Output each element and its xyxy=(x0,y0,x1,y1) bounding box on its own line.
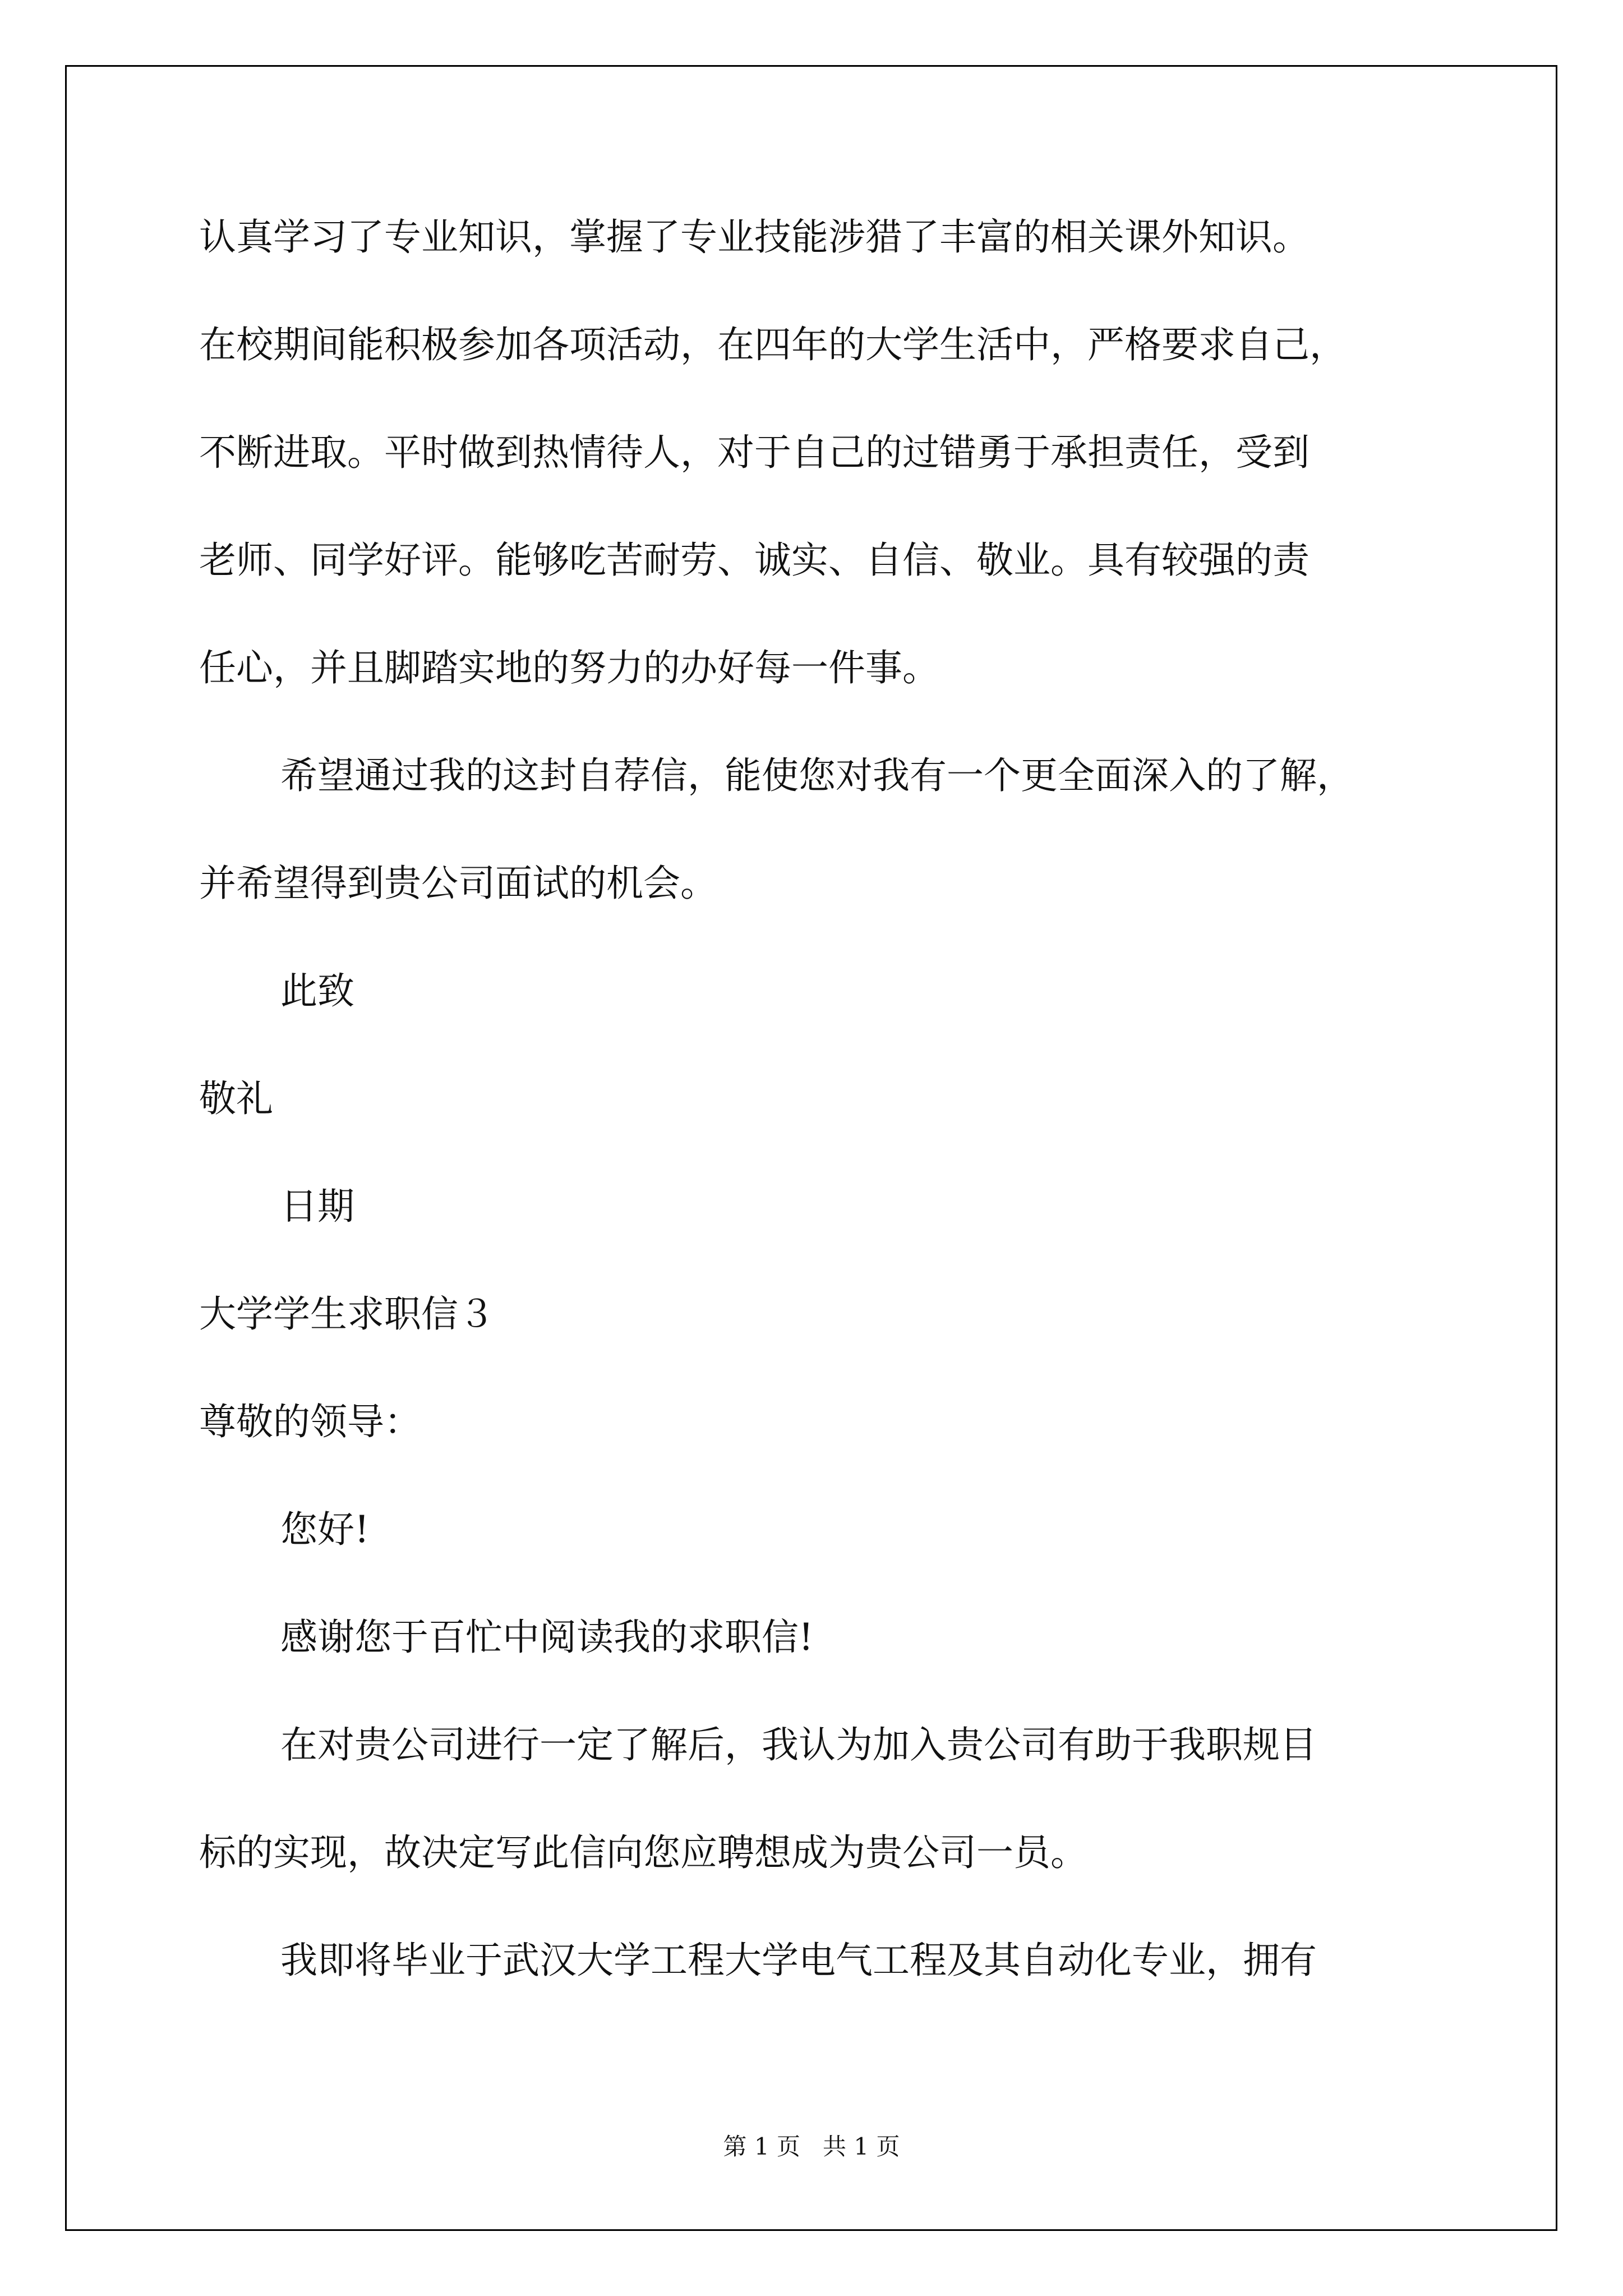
text-line: 在校期间能积极参加各项活动，在四年的大学生活中，严格要求自己， xyxy=(199,323,1347,366)
text-line: 任心，并且脚踏实地的努力的办好每一件事。 xyxy=(199,646,939,689)
greeting: 尊敬的领导： xyxy=(199,1400,421,1443)
text-line: 不断进取。平时做到热情待人，对于自己的过错勇于承担责任，受到 xyxy=(199,431,1310,474)
text-line: 感谢您于百忙中阅读我的求职信! xyxy=(280,1616,814,1659)
date-line: 日期 xyxy=(280,1185,354,1228)
text-line: 认真学习了专业知识，掌握了专业技能涉猎了丰富的相关课外知识。 xyxy=(199,215,1310,259)
text-line: 老师、同学好评。能够吃苦耐劳、诚实、自信、敬业。具有较强的责 xyxy=(199,539,1310,582)
page-footer: 第 1 页 共 1 页 xyxy=(723,2133,900,2160)
text-line: 希望通过我的这封自荐信，能使您对我有一个更全面深入的了解， xyxy=(280,754,1354,797)
text-line: 我即将毕业于武汉大学工程大学电气工程及其自动化专业，拥有 xyxy=(280,1939,1317,1982)
letter-heading: 大学学生求职信３ xyxy=(199,1292,495,1336)
text-line: 标的实现，故决定写此信向您应聘想成为贵公司一员。 xyxy=(199,1831,1087,1874)
text-line: 您好! xyxy=(280,1508,370,1551)
document-body xyxy=(199,206,1455,2037)
closing-salutation: 此致 xyxy=(280,969,354,1013)
closing-regards: 敬礼 xyxy=(199,1077,273,1120)
text-line: 在对贵公司进行一定了解后，我认为加入贵公司有助于我职规目 xyxy=(280,1723,1317,1766)
text-line: 并希望得到贵公司面试的机会。 xyxy=(199,862,717,905)
